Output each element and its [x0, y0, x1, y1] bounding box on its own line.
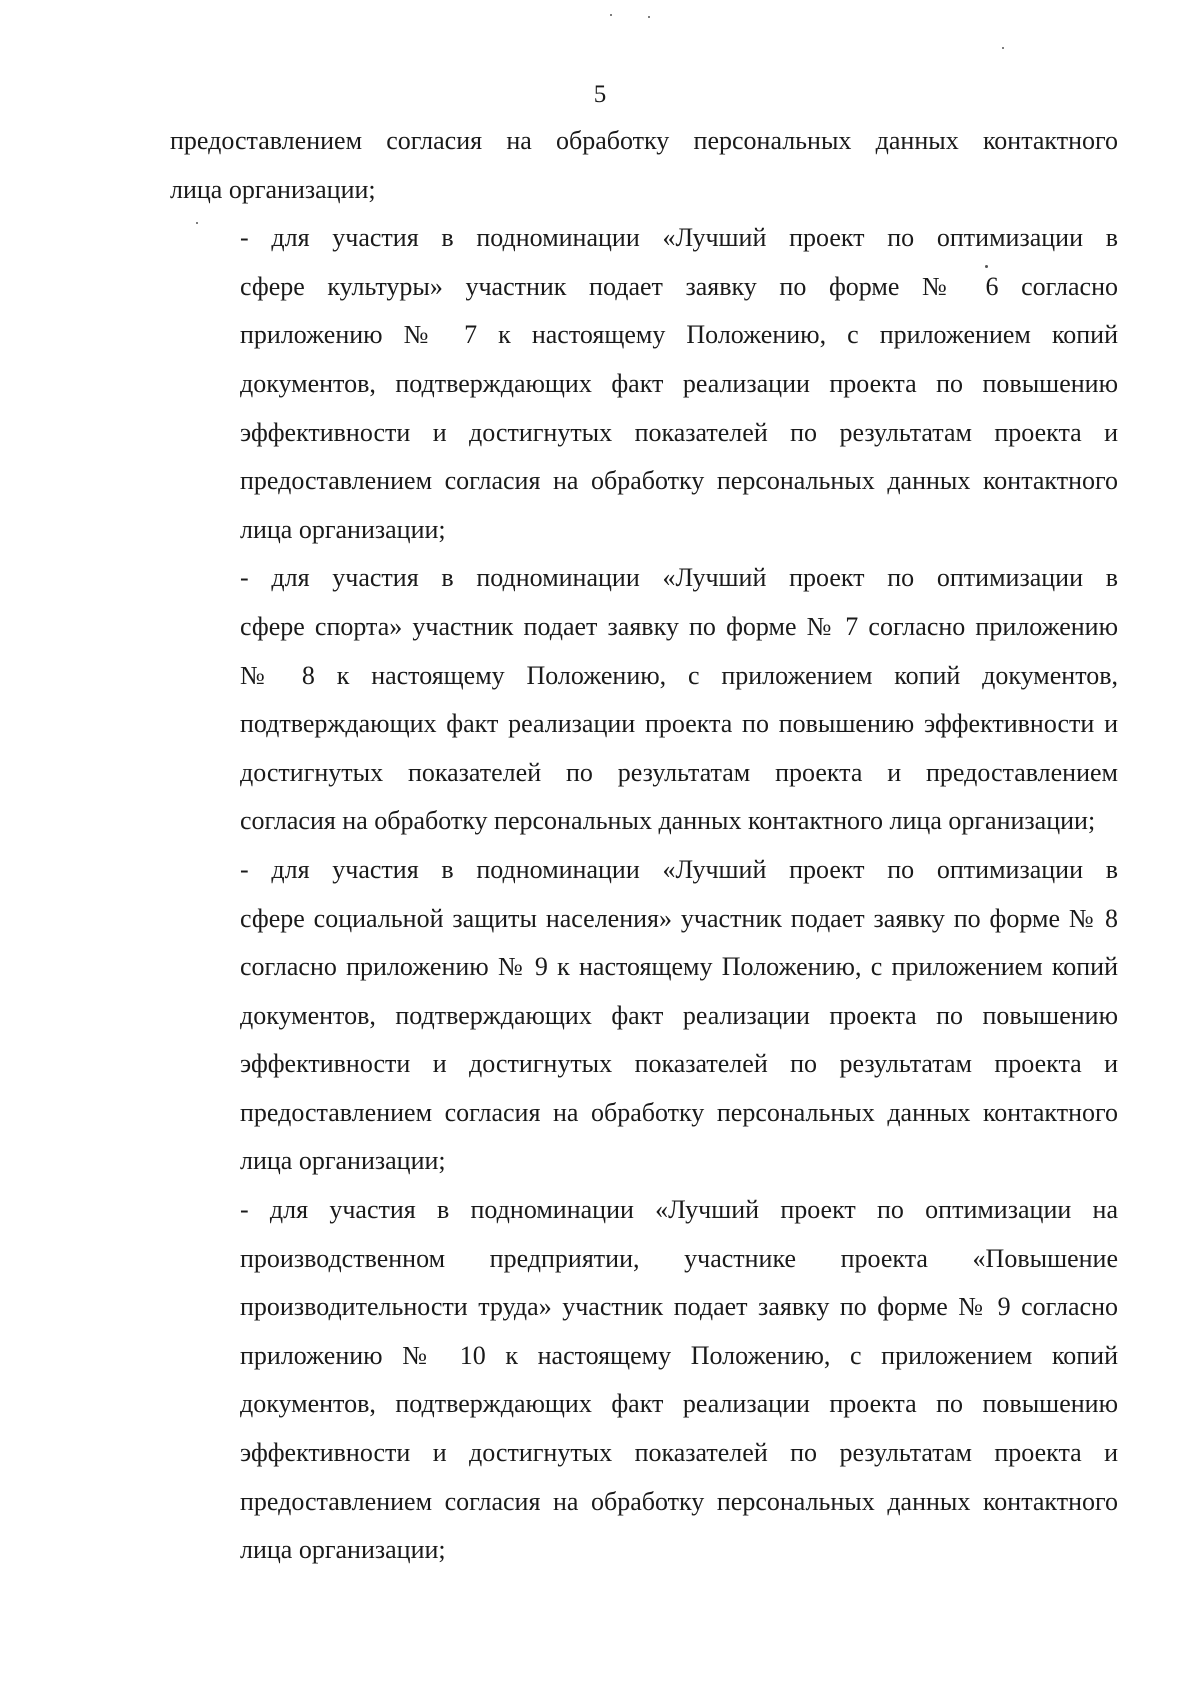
- text-line: эффективности и достигнутых показателей по результатам проекта и: [240, 1049, 1118, 1079]
- text-line: согласно приложению № 9 к настоящему Положению, с приложением копий: [240, 952, 1118, 982]
- scan-speck: [985, 265, 988, 268]
- paragraph: [170, 214, 1118, 554]
- document-body: [170, 117, 1118, 1575]
- text-line: подтверждающих факт реализации проекта по повышению эффективности и: [240, 709, 1118, 739]
- text-line: производственном предприятии, участнике проекта «Повышение: [240, 1243, 1118, 1273]
- text-line: сфере социальной защиты населения» участник подает заявку по форме № 8: [240, 903, 1118, 933]
- text-line: документов, подтверждающих факт реализации проекта по повышению: [240, 1000, 1118, 1030]
- scan-speck: [1002, 47, 1004, 49]
- text-line: - для участия в подноминации «Лучший проект по оптимизации в: [240, 223, 1118, 253]
- text-line: лица организации;: [240, 514, 446, 544]
- page-number: 5: [593, 81, 607, 108]
- paragraph: [170, 117, 1118, 214]
- scan-speck: [648, 16, 650, 18]
- scan-speck: [610, 14, 612, 16]
- text-line: сфере культуры» участник подает заявку по форме № 6 согласно: [240, 271, 1118, 301]
- paragraph: [170, 846, 1118, 1186]
- text-line: предоставлением согласия на обработку персональных данных контактного: [240, 1486, 1118, 1516]
- scan-speck: [196, 222, 198, 224]
- text-line: лица организации;: [240, 1535, 446, 1565]
- text-line: эффективности и достигнутых показателей по результатам проекта и: [240, 1438, 1118, 1468]
- text-line: достигнутых показателей по результатам проекта и предоставлением: [240, 757, 1118, 787]
- text-line: предоставлением согласия на обработку персональных данных контактного: [240, 1097, 1118, 1127]
- text-line: предоставлением согласия на обработку персональных данных контактного: [170, 126, 1118, 155]
- text-line: № 8 к настоящему Положению, с приложением копий документов,: [240, 660, 1118, 690]
- text-line: документов, подтверждающих факт реализации проекта по повышению: [240, 1389, 1118, 1419]
- text-line: приложению № 10 к настоящему Положению, с приложением копий: [240, 1340, 1118, 1370]
- text-line: - для участия в подноминации «Лучший проект по оптимизации в: [240, 563, 1118, 593]
- text-line: сфере спорта» участник подает заявку по форме № 7 согласно приложению: [240, 611, 1118, 641]
- text-line: - для участия в подноминации «Лучший проект по оптимизации в: [240, 854, 1118, 884]
- text-line: лица организации;: [240, 1146, 446, 1176]
- paragraph: [170, 554, 1118, 846]
- text-line: приложению № 7 к настоящему Положению, с приложением копий: [240, 320, 1118, 350]
- text-line: эффективности и достигнутых показателей по результатам проекта и: [240, 417, 1118, 447]
- text-line: согласия на обработку персональных данных контактного лица организации;: [240, 806, 1096, 836]
- text-line: производительности труда» участник подает заявку по форме № 9 согласно: [240, 1292, 1118, 1322]
- paragraph: [170, 1186, 1118, 1575]
- text-line: предоставлением согласия на обработку персональных данных контактного: [240, 466, 1118, 496]
- text-line: документов, подтверждающих факт реализации проекта по повышению: [240, 368, 1118, 398]
- text-line: лица организации;: [170, 174, 376, 204]
- text-line: - для участия в подноминации «Лучший проект по оптимизации на: [240, 1195, 1118, 1225]
